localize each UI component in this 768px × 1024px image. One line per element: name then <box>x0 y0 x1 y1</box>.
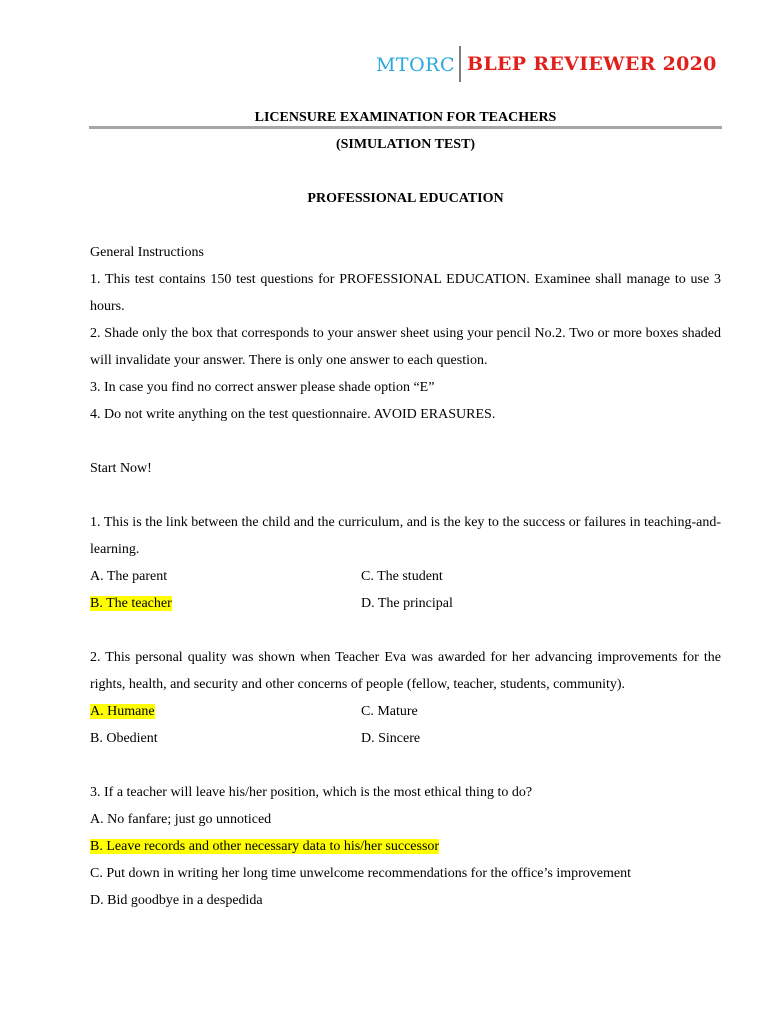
options-row <box>90 725 721 752</box>
option-2c: C. Mature <box>361 704 418 719</box>
option-1b-highlighted: B. The teacher <box>90 596 172 611</box>
option-3c <box>90 860 721 887</box>
options-row <box>90 563 721 590</box>
option-3c-text: C. Put down in writing her long time unwelcome recommendations for the office’s improvement <box>90 866 631 881</box>
option-2b: B. Obedient <box>90 731 158 746</box>
options-row <box>90 698 721 725</box>
option-3a <box>90 806 721 833</box>
option-3d-text: D. Bid goodbye in a despedida <box>90 893 263 908</box>
option-3b <box>90 833 721 860</box>
option-3b-highlighted: B. Leave records and other necessary data to his/her successor <box>90 839 440 854</box>
instruction-item: 3. In case you find no correct answer please shade option “E” <box>90 380 435 395</box>
option-3a-text: A. No fanfare; just go unnoticed <box>90 812 272 827</box>
option-2a-highlighted: A. Humane <box>90 704 155 719</box>
option-3d <box>90 887 721 914</box>
instruction-item: 4. Do not write anything on the test questionnaire. AVOID ERASURES. <box>90 407 496 422</box>
option-1a: A. The parent <box>90 569 168 584</box>
instruction-item: 2. Shade only the box that corresponds to your answer sheet using your pencil No.2. Two or more boxes shaded will invalidate your answer. There is only one answer to each question. <box>90 326 721 368</box>
option-1c: C. The student <box>361 569 443 584</box>
brand-divider <box>459 46 461 82</box>
exam-title: LICENSURE EXAMINATION FOR TEACHERS <box>254 110 557 125</box>
instruction-item: 1. This test contains 150 test questions for PROFESSIONAL EDUCATION. Examinee shall manage to use 3 hours. <box>90 272 721 314</box>
start-now: Start Now! <box>90 461 152 476</box>
subject-title: PROFESSIONAL EDUCATION <box>307 191 504 206</box>
option-2d: D. Sincere <box>361 731 421 746</box>
page-header <box>0 44 768 86</box>
question-1: 1. This is the link between the child and the curriculum, and is the key to the success or failures in teaching-and-learning. <box>90 515 721 557</box>
question-3: 3. If a teacher will leave his/her position, which is the most ethical thing to do? <box>90 785 533 800</box>
brand-mtorc: MTORC <box>375 54 455 76</box>
instructions-heading: General Instructions <box>90 245 204 260</box>
option-1d: D. The principal <box>361 596 453 611</box>
brand-blep-reviewer: BLEP REVIEWER 2020 <box>467 53 717 75</box>
question-2: 2. This personal quality was shown when Teacher Eva was awarded for her advancing improvements for the rights, health, and security and other concerns of people (fellow, teacher, students, community). <box>90 650 721 692</box>
options-row <box>90 590 721 617</box>
document-body <box>90 104 721 914</box>
exam-subtitle: (SIMULATION TEST) <box>335 137 476 152</box>
